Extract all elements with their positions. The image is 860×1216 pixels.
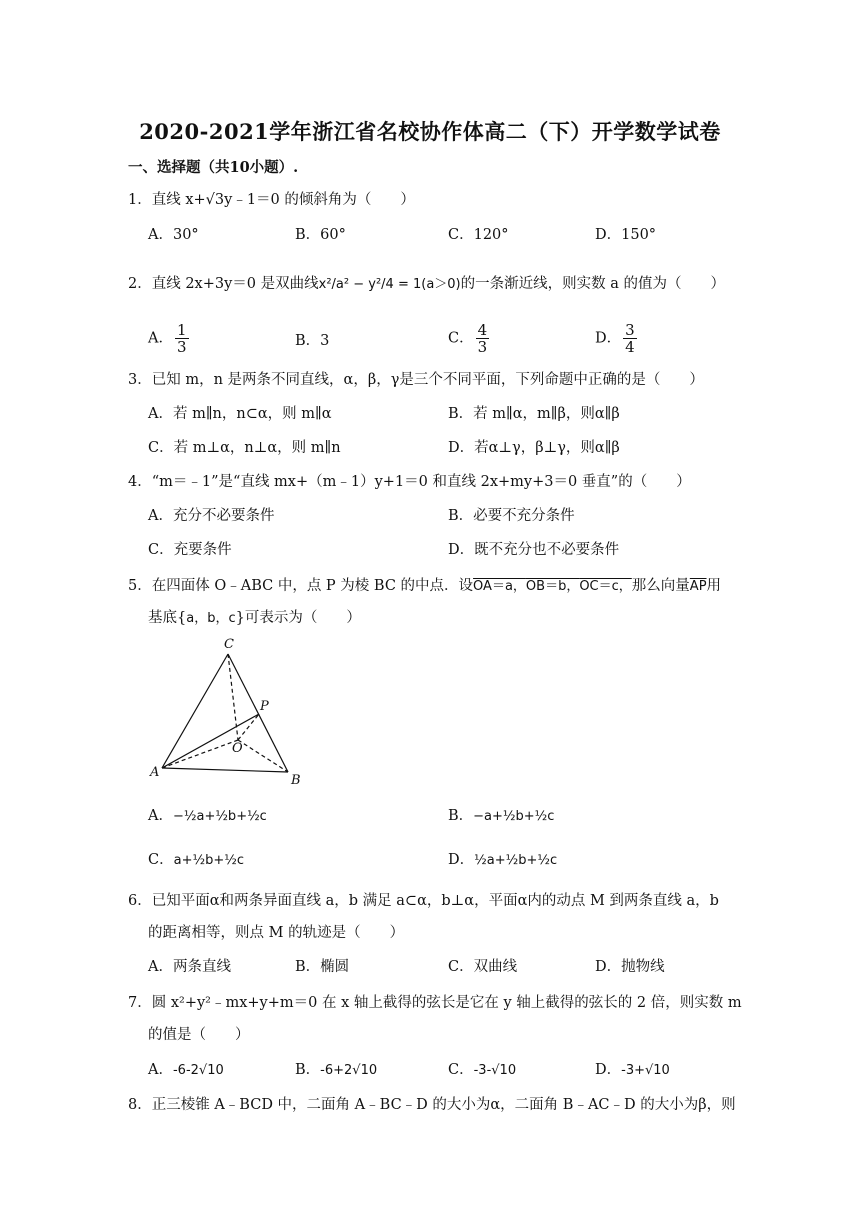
q1-option-d: D．150° [595,227,657,243]
q7-option-d: D．-3+√10 [595,1062,670,1078]
vector-ob: OB＝b， [525,579,580,594]
q2-option-c: C． $\frac{4}{3}$ [448,321,488,356]
question-2-stem [128,274,725,295]
q5-option-a: A．−½a+½b+½c [148,808,267,824]
label-b: B [291,773,301,788]
q2-c-fraction: $\frac{4}{3}$ [477,321,488,356]
q6-option-d: D．抛物线 [595,959,665,975]
question-7-stem-line2: 的值是（ ） [148,1027,250,1043]
question-6-stem-line1: 6．已知平面α和两条异面直线 a，b 满足 a⊂α，b⊥α，平面α内的动点 M 到两条直线 a，b [128,893,719,909]
segment-op [238,714,259,740]
vector-ap: $\overline{AP}$ [689,579,707,594]
q7-option-c: C．-3-√10 [448,1062,517,1078]
q5-option-c: C．a+½b+½c [148,852,244,868]
q1-option-a: A．30° [148,227,199,243]
q5-option-d: D．½a+½b+½c [448,852,558,868]
q3-option-b: B．若 m∥α，m∥β，则α∥β [448,406,620,422]
question-8-stem-line1: 8．正三棱锥 A﹣BCD 中，二面角 A﹣BC﹣D 的大小为α，二面角 B﹣AC﹣D 的大小为β，则 [128,1097,736,1113]
vector-oa: OA＝a， [473,579,526,594]
q6-option-a: A．两条直线 [148,959,231,975]
label-a: A [150,765,160,780]
q4-option-b: B．必要不充分条件 [448,508,575,524]
q4-option-a: A．充分不必要条件 [148,508,275,524]
question-5-stem-line2: 基底{a，b，c}可表示为（ ） [148,610,361,626]
q4-option-c: C．充要条件 [148,542,232,558]
q3-option-c: C．若 m⊥α，n⊥α，则 m∥n [148,440,341,456]
q2-stem-post: 的一条渐近线，则实数 a 的值为（ ） [460,276,726,292]
q3-option-d: D．若α⊥γ，β⊥γ，则α∥β [448,440,620,456]
question-6-stem-line2: 的距离相等，则点 M 的轨迹是（ ） [148,925,405,941]
label-o: O [232,741,243,756]
edge-ca [162,654,228,768]
edge-ab [162,768,288,772]
tetrahedron-figure [148,632,318,792]
q1-option-c: C．120° [448,227,509,243]
q2-hyperbola-equation: x²/a² − y²/4 = 1(a＞0) [318,277,461,292]
label-p: P [260,699,269,714]
section-heading: 一、选择题（共10小题）. [128,159,299,176]
edge-co [228,654,238,740]
question-3-stem: 3．已知 m，n 是两条不同直线，α，β，γ是三个不同平面，下列命题中正确的是（ ） [128,372,704,388]
q4-option-d: D．既不充分也不必要条件 [448,542,620,558]
q6-option-c: C．双曲线 [448,959,518,975]
q2-d-fraction: $\frac{3}{4}$ [625,321,635,356]
q6-option-b: B．椭圆 [295,959,350,975]
page-title: 2020-2021学年浙江省名校协作体高二（下）开学数学试卷 [139,119,721,144]
vector-oc: OC＝c， [579,579,632,594]
question-1-stem: 1．直线 x+√3y﹣1＝0 的倾斜角为（ ） [128,192,415,208]
question-7-stem-line1: 7．圆 x²+y²﹣mx+y+m＝0 在 x 轴上截得的弦长是它在 y 轴上截得的弦长的 2 倍，则实数 m [128,995,742,1011]
basis-vectors: a，b，c [186,611,236,626]
q5-option-b: B．−a+½b+½c [448,808,555,824]
q2-option-d: D． $\frac{3}{4}$ [595,321,635,356]
question-5-stem-line1: 5．在四面体 O﹣ABC 中，点 P 为棱 BC 的中点．设OA＝a，OB＝b，OC＝c，那么向量$\overline{AP}$用 [128,578,722,594]
q7-option-b: B．-6+2√10 [295,1062,378,1078]
q7-option-a: A．-6-2√10 [148,1062,224,1078]
q2-option-b: B．3 [295,333,330,349]
segment-ap [162,714,259,768]
question-4-stem: 4．“m＝﹣1”是“直线 mx+（m﹣1）y+1＝0 和直线 2x+my+3＝0 垂直”的（ ） [128,474,691,490]
q2-option-a: A． $\frac{1}{3}$ [148,321,187,356]
label-c: C [224,637,234,652]
q1-option-b: B．60° [295,227,346,243]
q2-stem-pre: 2．直线 2x+3y＝0 是双曲线 [128,276,319,292]
q3-option-a: A．若 m∥n，n⊂α，则 m∥α [148,406,332,422]
q2-a-fraction: $\frac{1}{3}$ [176,321,187,356]
edge-ao [162,740,238,768]
